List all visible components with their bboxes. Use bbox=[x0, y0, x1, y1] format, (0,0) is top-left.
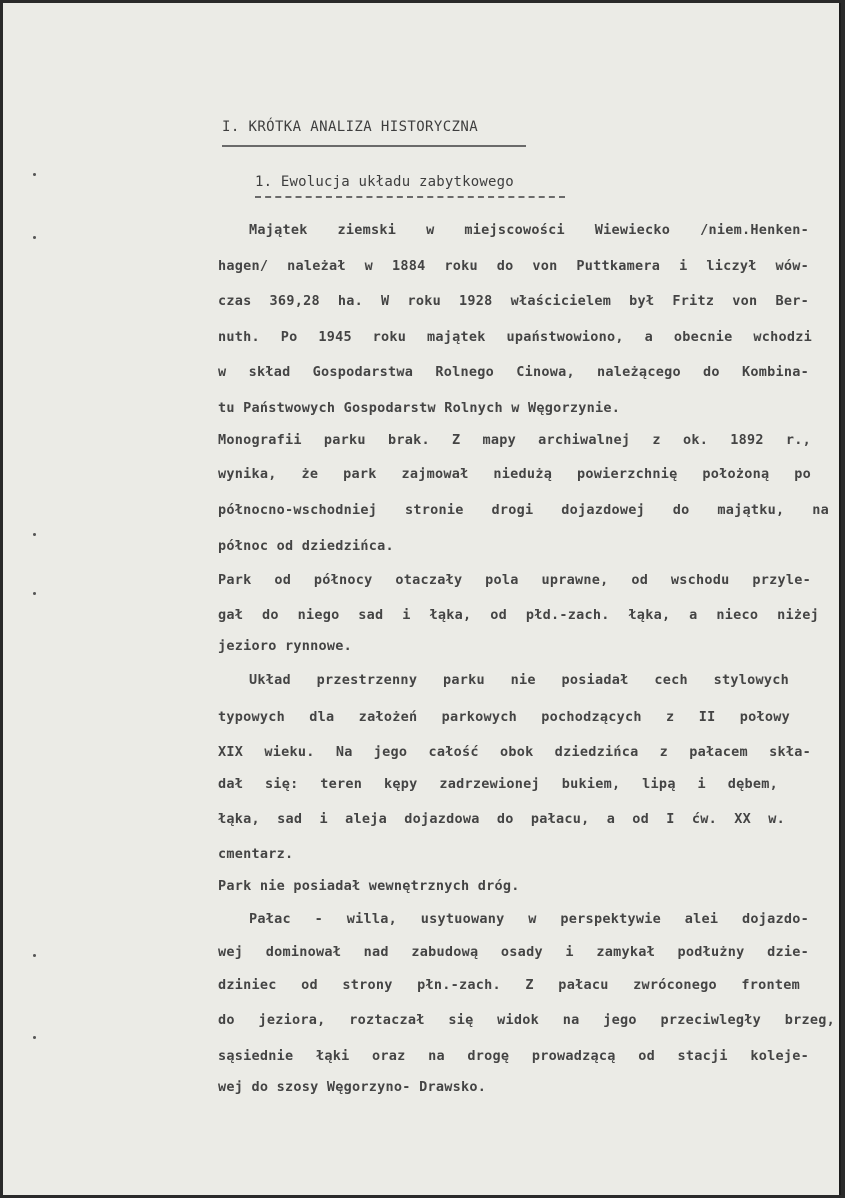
text-line: wynika, że park zajmował niedużą powierzchnię położoną po bbox=[218, 466, 811, 482]
text-line: Układ przestrzenny parku nie posiadał cech stylowych bbox=[249, 672, 789, 688]
section-heading: I. KRÓTKA ANALIZA HISTORYCZNA bbox=[222, 119, 479, 135]
text-line: hagen/ należał w 1884 roku do von Puttkamera i liczył wów- bbox=[218, 258, 809, 274]
subheading-dashed-underline bbox=[255, 196, 565, 198]
text-line: północ od dziedzińca. bbox=[218, 538, 394, 554]
margin-mark bbox=[33, 592, 36, 595]
text-line: XIX wieku. Na jego całość obok dziedzińca z pałacem skła- bbox=[218, 744, 811, 760]
text-line: czas 369,28 ha. W roku 1928 właścicielem był Fritz von Ber- bbox=[218, 293, 809, 309]
margin-mark bbox=[33, 533, 36, 536]
text-line: wej do szosy Węgorzyno- Drawsko. bbox=[218, 1079, 487, 1095]
text-line: Park nie posiadał wewnętrznych dróg. bbox=[218, 878, 520, 894]
margin-mark bbox=[33, 1036, 36, 1039]
text-line: Pałac - willa, usytuowany w perspektywie alei dojazdo- bbox=[249, 911, 809, 927]
text-line: Majątek ziemski w miejscowości Wiewiecko /niem.Henken- bbox=[249, 222, 809, 238]
text-line: wej dominował nad zabudową osady i zamykał podłużny dzie- bbox=[218, 944, 809, 960]
text-line: północno-wschodniej stronie drogi dojazdowej do majątku, na bbox=[218, 502, 829, 518]
text-line: sąsiednie łąki oraz na drogę prowadzącą od stacji koleje- bbox=[218, 1048, 809, 1064]
document-page bbox=[3, 3, 841, 1195]
text-line: jezioro rynnowe. bbox=[218, 638, 353, 654]
subsection-heading: 1. Ewolucja układu zabytkowego bbox=[255, 174, 514, 190]
text-line: typowych dla założeń parkowych pochodzących z II połowy bbox=[218, 709, 790, 725]
text-line: cmentarz. bbox=[218, 846, 294, 862]
text-line: dziniec od strony płn.-zach. Z pałacu zwróconego frontem bbox=[218, 977, 800, 993]
margin-mark bbox=[33, 954, 36, 957]
text-line: gał do niego sad i łąka, od płd.-zach. łąka, a nieco niżej bbox=[218, 607, 819, 623]
text-line: Monografii parku brak. Z mapy archiwalnej z ok. 1892 r., bbox=[218, 432, 811, 448]
text-line: do jeziora, roztaczał się widok na jego przeciwległy brzeg, bbox=[218, 1012, 835, 1028]
text-line: dał się: teren kępy zadrzewionej bukiem, lipą i dębem, bbox=[218, 776, 778, 792]
text-line: łąka, sad i aleja dojazdowa do pałacu, a od I ćw. XX w. bbox=[218, 811, 785, 827]
margin-mark bbox=[33, 236, 36, 239]
text-line: tu Państwowych Gospodarstw Rolnych w Węgorzynie. bbox=[218, 400, 621, 416]
heading-underline bbox=[222, 145, 526, 147]
text-line: Park od północy otaczały pola uprawne, od wschodu przyle- bbox=[218, 572, 811, 588]
text-line: w skład Gospodarstwa Rolnego Cinowa, należącego do Kombina- bbox=[218, 364, 809, 380]
text-line: nuth. Po 1945 roku majątek upaństwowiono, a obecnie wchodzi bbox=[218, 329, 812, 345]
margin-mark bbox=[33, 173, 36, 176]
